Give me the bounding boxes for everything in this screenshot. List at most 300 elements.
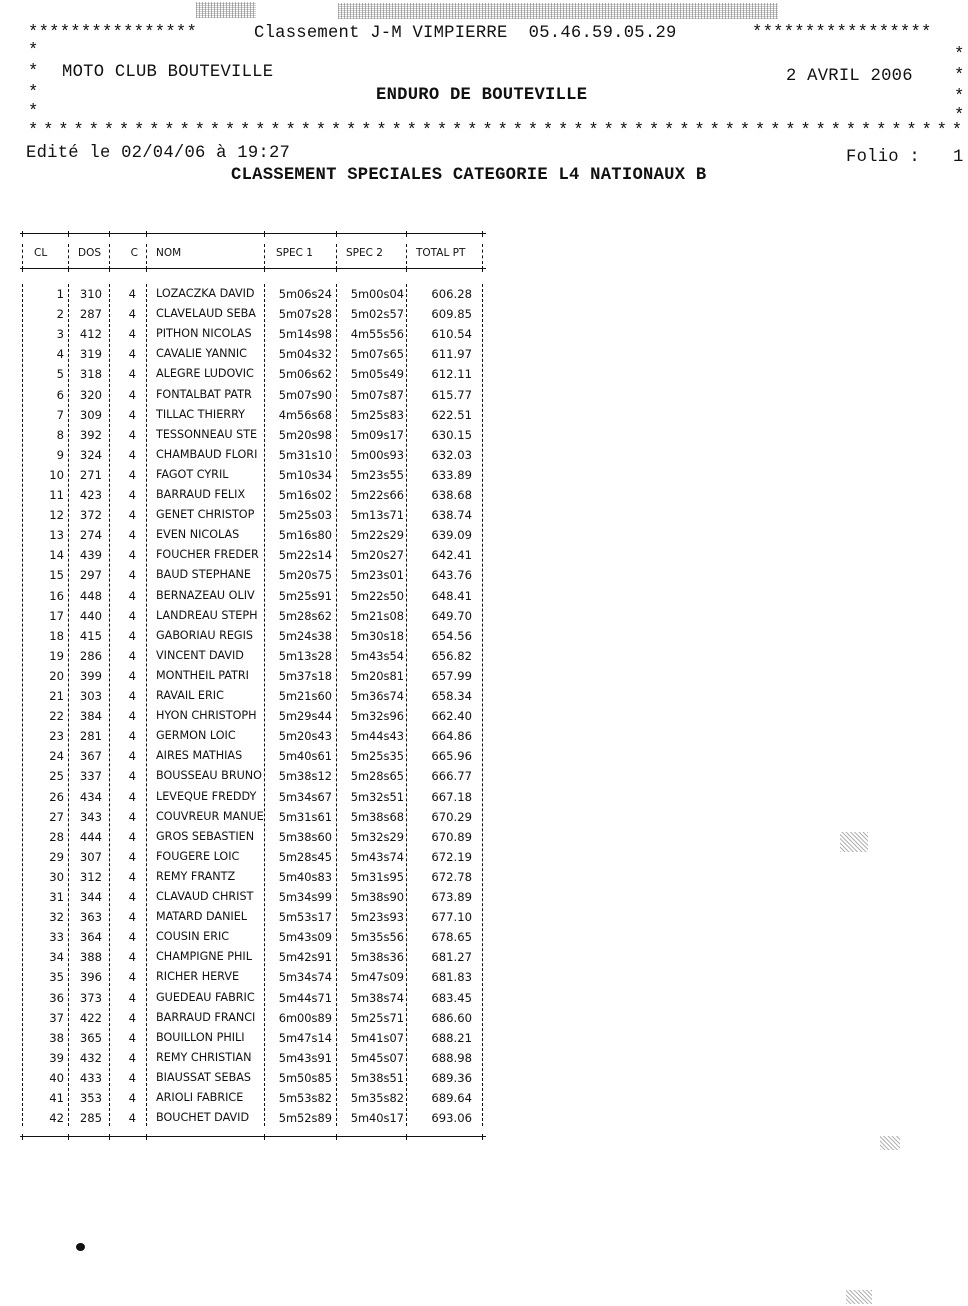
cell-total-points: 609.85 — [431, 307, 472, 322]
cell-bib: 422 — [79, 1010, 102, 1025]
cell-rider-name: TESSONNEAU STE — [156, 427, 258, 441]
cell-spec2-time: 5m23s93 — [350, 910, 404, 925]
cell-total-points: 657.99 — [431, 668, 472, 683]
cell-spec1-time: 5m25s03 — [278, 508, 332, 523]
cell-category: 4 — [128, 407, 136, 422]
cell-category: 4 — [128, 749, 136, 764]
cell-bib: 433 — [79, 1070, 102, 1085]
cell-rider-name: CHAMBAUD FLORI — [156, 447, 258, 461]
table-row — [20, 408, 486, 428]
border-star: * — [28, 63, 39, 82]
cell-bib: 309 — [79, 407, 102, 422]
cell-rider-name: CLAVELAUD SEBA — [156, 307, 256, 321]
table-row — [20, 589, 486, 609]
cell-rank: 28 — [49, 829, 64, 844]
cell-spec1-time: 5m29s44 — [278, 709, 332, 724]
rule-tick — [264, 231, 265, 237]
cell-spec2-time: 5m00s93 — [350, 447, 404, 462]
column-header-spec2-time: SPEC 2 — [346, 247, 383, 259]
table-row — [20, 488, 486, 508]
cell-rider-name: HYON CHRISTOPH — [156, 709, 257, 723]
cell-rank: 36 — [49, 990, 64, 1005]
ink-dot — [76, 1243, 85, 1251]
table-row — [20, 810, 486, 830]
cell-spec2-time: 5m22s66 — [350, 488, 404, 502]
cell-category: 4 — [128, 1070, 136, 1085]
cell-spec1-time: 5m04s32 — [278, 347, 332, 362]
rule-tick — [482, 1134, 483, 1140]
table-row — [20, 991, 486, 1011]
star-line: ************************************************************** — [28, 122, 967, 141]
table-rule — [20, 268, 486, 269]
cell-category: 4 — [128, 367, 136, 382]
table-row — [20, 830, 486, 850]
cell-spec2-time: 5m20s27 — [350, 548, 404, 563]
cell-bib: 392 — [79, 427, 102, 442]
cell-rider-name: FOUGERE LOIC — [156, 849, 240, 863]
cell-bib: 373 — [79, 990, 102, 1005]
border-star: * — [954, 107, 965, 126]
header-separator — [482, 244, 483, 264]
cell-spec2-time: 5m43s74 — [350, 849, 404, 864]
cell-spec1-time: 5m20s98 — [278, 427, 332, 442]
scan-noise — [338, 3, 778, 19]
cell-rider-name: RAVAIL ERIC — [156, 689, 224, 702]
cell-spec1-time: 5m13s28 — [278, 648, 332, 663]
table-row — [20, 528, 486, 548]
cell-rider-name: REMY CHRISTIAN — [156, 1050, 252, 1064]
cell-bib: 337 — [79, 769, 102, 784]
cell-rank: 3 — [56, 327, 64, 342]
cell-rider-name: ARIOLI FABRICE — [156, 1091, 244, 1104]
cell-total-points: 638.68 — [431, 488, 472, 502]
cell-total-points: 615.77 — [431, 387, 472, 402]
table-row — [20, 970, 486, 990]
table-rule — [20, 233, 486, 234]
cell-rank: 7 — [56, 407, 64, 422]
cell-bib: 343 — [79, 809, 102, 824]
table-row — [20, 468, 486, 488]
rule-tick — [22, 1134, 23, 1140]
cell-rank: 19 — [49, 648, 64, 663]
cell-spec2-time: 5m35s56 — [350, 930, 404, 945]
folio-value: 1 — [953, 148, 964, 167]
cell-category: 4 — [128, 970, 136, 985]
cell-category: 4 — [128, 528, 136, 543]
table-row — [20, 428, 486, 448]
cell-rider-name: GENET CHRISTOP — [156, 508, 255, 522]
cell-rider-name: GROS SEBASTIEN — [156, 829, 255, 843]
scan-noise — [196, 2, 256, 18]
cell-category: 4 — [128, 769, 136, 784]
cell-spec2-time: 5m28s65 — [350, 769, 404, 784]
cell-bib: 353 — [79, 1091, 102, 1105]
table-row — [20, 689, 486, 709]
cell-total-points: 633.89 — [431, 467, 472, 482]
table-row — [20, 1011, 486, 1031]
cell-total-points: 638.74 — [431, 508, 472, 523]
column-header-bib: DOS — [78, 247, 102, 259]
rule-tick — [146, 1134, 147, 1140]
table-row — [20, 1091, 486, 1111]
cell-spec1-time: 5m42s91 — [278, 950, 332, 965]
rule-tick — [406, 1134, 407, 1140]
cell-bib: 320 — [79, 387, 102, 402]
cell-category: 4 — [128, 327, 136, 342]
cell-bib: 318 — [79, 367, 102, 382]
cell-total-points: 667.18 — [431, 789, 472, 804]
table-row — [20, 749, 486, 769]
cell-rank: 14 — [49, 548, 64, 563]
cell-rider-name: LANDREAU STEPH — [156, 608, 258, 622]
cell-category: 4 — [128, 287, 136, 301]
cell-spec2-time: 5m32s96 — [350, 709, 404, 724]
rule-tick — [336, 266, 337, 272]
cell-rank: 40 — [49, 1070, 64, 1085]
cell-rank: 29 — [49, 849, 64, 864]
cell-total-points: 654.56 — [431, 628, 472, 643]
cell-bib: 439 — [79, 548, 102, 563]
column-header-rank: CL — [34, 247, 48, 259]
cell-rank: 10 — [49, 467, 64, 482]
cell-category: 4 — [128, 1010, 136, 1025]
scan-speck — [840, 832, 868, 852]
table-row — [20, 769, 486, 789]
border-star: * — [28, 42, 39, 61]
cell-spec1-time: 5m52s89 — [278, 1111, 332, 1126]
cell-category: 4 — [128, 447, 136, 462]
cell-bib: 365 — [79, 1030, 102, 1045]
cell-category: 4 — [128, 347, 136, 362]
cell-rider-name: BOUILLON PHILI — [156, 1030, 245, 1044]
cell-total-points: 672.19 — [431, 849, 472, 864]
cell-total-points: 642.41 — [431, 548, 472, 563]
cell-spec1-time: 5m07s90 — [278, 387, 332, 402]
cell-rank: 42 — [49, 1111, 64, 1126]
header-separator — [406, 244, 407, 264]
table-row — [20, 850, 486, 870]
cell-rider-name: RICHER HERVE — [156, 970, 240, 984]
cell-rider-name: TILLAC THIERRY — [156, 407, 245, 421]
border-star: * — [954, 46, 965, 65]
cell-spec1-time: 5m20s75 — [278, 568, 332, 583]
cell-rider-name: FAGOT CYRIL — [156, 467, 229, 481]
cell-spec1-time: 5m34s99 — [278, 890, 332, 904]
cell-bib: 367 — [79, 749, 102, 764]
cell-category: 4 — [128, 467, 136, 482]
cell-rank: 32 — [49, 910, 64, 925]
cell-rank: 16 — [49, 588, 64, 603]
cell-spec2-time: 5m43s54 — [350, 648, 404, 663]
cell-bib: 303 — [79, 689, 102, 703]
rule-tick — [22, 231, 23, 237]
cell-spec1-time: 5m06s62 — [278, 367, 332, 382]
table-row — [20, 790, 486, 810]
cell-rank: 5 — [56, 367, 64, 382]
rule-tick — [482, 231, 483, 237]
table-row — [20, 729, 486, 749]
cell-rider-name: PITHON NICOLAS — [156, 327, 252, 341]
rule-tick — [68, 266, 69, 272]
cell-category: 4 — [128, 628, 136, 643]
cell-bib: 312 — [79, 869, 102, 884]
table-row — [20, 367, 486, 387]
border-star: * — [28, 84, 39, 103]
cell-rank: 12 — [49, 508, 64, 523]
cell-bib: 372 — [79, 508, 102, 523]
cell-total-points: 630.15 — [431, 427, 472, 442]
cell-total-points: 656.82 — [431, 648, 472, 663]
cell-total-points: 683.45 — [431, 990, 472, 1005]
cell-category: 4 — [128, 1050, 136, 1065]
cell-spec2-time: 5m02s57 — [350, 307, 404, 322]
table-row — [20, 890, 486, 910]
rule-tick — [109, 231, 110, 237]
cell-spec1-time: 5m40s61 — [278, 749, 332, 764]
table-row — [20, 709, 486, 729]
cell-spec2-time: 5m07s65 — [350, 347, 404, 362]
cell-spec1-time: 5m43s09 — [278, 930, 332, 945]
cell-total-points: 693.06 — [431, 1111, 472, 1126]
cell-spec1-time: 6m00s89 — [278, 1010, 332, 1025]
table-row — [20, 629, 486, 649]
table-row — [20, 1111, 486, 1131]
cell-rider-name: BERNAZEAU OLIV — [156, 588, 255, 602]
column-header-total-points: TOTAL PT — [416, 247, 466, 259]
cell-rank: 41 — [49, 1091, 64, 1105]
cell-spec1-time: 5m10s34 — [278, 467, 332, 482]
cell-category: 4 — [128, 608, 136, 623]
border-star: * — [28, 103, 39, 122]
cell-category: 4 — [128, 1030, 136, 1045]
cell-rider-name: LEVEQUE FREDDY — [156, 789, 257, 803]
cell-spec1-time: 5m07s28 — [278, 307, 332, 322]
cell-bib: 440 — [79, 608, 102, 623]
cell-category: 4 — [128, 890, 136, 904]
cell-rider-name: MATARD DANIEL — [156, 910, 248, 924]
cell-rider-name: FOUCHER FREDER — [156, 548, 259, 562]
rule-tick — [68, 1134, 69, 1140]
cell-rank: 39 — [49, 1050, 64, 1065]
cell-rank: 25 — [49, 769, 64, 784]
cell-spec1-time: 5m24s38 — [278, 628, 332, 643]
cell-bib: 319 — [79, 347, 102, 362]
cell-spec1-time: 5m40s83 — [278, 869, 332, 884]
rule-tick — [336, 231, 337, 237]
cell-spec2-time: 5m32s51 — [350, 789, 404, 804]
rule-tick — [109, 266, 110, 272]
cell-rider-name: BOUCHET DAVID — [156, 1111, 250, 1125]
cell-spec1-time: 5m34s74 — [278, 970, 332, 985]
cell-rank: 35 — [49, 970, 64, 985]
event-date: 2 AVRIL 2006 — [786, 67, 913, 86]
cell-bib: 363 — [79, 910, 102, 925]
cell-category: 4 — [128, 508, 136, 523]
cell-spec1-time: 5m14s98 — [278, 327, 332, 342]
cell-spec1-time: 5m20s43 — [278, 729, 332, 744]
cell-bib: 297 — [79, 568, 102, 583]
table-row — [20, 649, 486, 669]
cell-total-points: 622.51 — [431, 407, 472, 422]
header-separator — [109, 244, 110, 264]
cell-total-points: 648.41 — [431, 588, 472, 603]
table-row — [20, 950, 486, 970]
table-row — [20, 609, 486, 629]
rule-tick — [68, 231, 69, 237]
cell-rank: 18 — [49, 628, 64, 643]
cell-category: 4 — [128, 729, 136, 744]
cell-rank: 2 — [56, 307, 64, 322]
table-row — [20, 307, 486, 327]
cell-spec1-time: 5m47s14 — [278, 1030, 332, 1045]
table-row — [20, 930, 486, 950]
cell-category: 4 — [128, 1091, 136, 1105]
banner-right-stars: ***************** — [752, 24, 932, 43]
cell-rider-name: BOUSSEAU BRUNO — [156, 769, 262, 783]
cell-total-points: 606.28 — [431, 287, 472, 301]
cell-total-points: 677.10 — [431, 910, 472, 925]
cell-rank: 37 — [49, 1010, 64, 1025]
column-header-rider-name: NOM — [156, 247, 182, 259]
rule-tick — [146, 231, 147, 237]
cell-total-points: 664.86 — [431, 729, 472, 744]
cell-spec2-time: 5m25s83 — [350, 407, 404, 422]
cell-spec1-time: 5m21s60 — [278, 689, 332, 703]
cell-category: 4 — [128, 809, 136, 824]
cell-category: 4 — [128, 427, 136, 442]
table-row — [20, 910, 486, 930]
cell-rider-name: CLAVAUD CHRIST — [156, 890, 254, 903]
cell-category: 4 — [128, 869, 136, 884]
table-row — [20, 870, 486, 890]
cell-rank: 4 — [56, 347, 64, 362]
cell-spec2-time: 5m38s51 — [350, 1070, 404, 1085]
cell-spec1-time: 5m53s17 — [278, 910, 332, 925]
cell-total-points: 672.78 — [431, 869, 472, 884]
cell-rank: 38 — [49, 1030, 64, 1045]
table-row — [20, 287, 486, 307]
cell-total-points: 666.77 — [431, 769, 472, 784]
cell-total-points: 673.89 — [431, 890, 472, 904]
cell-bib: 448 — [79, 588, 102, 603]
cell-bib: 384 — [79, 709, 102, 724]
cell-rank: 9 — [56, 447, 64, 462]
cell-rider-name: BIAUSSAT SEBAS — [156, 1070, 252, 1084]
header-separator — [264, 244, 265, 264]
cell-spec2-time: 5m36s74 — [350, 689, 404, 703]
cell-bib: 412 — [79, 327, 102, 342]
cell-rank: 24 — [49, 749, 64, 764]
cell-rider-name: EVEN NICOLAS — [156, 528, 240, 542]
cell-spec1-time: 5m50s85 — [278, 1070, 332, 1085]
rule-tick — [146, 266, 147, 272]
cell-rider-name: BARRAUD FRANCI — [156, 1010, 256, 1024]
cell-spec1-time: 5m38s12 — [278, 769, 332, 784]
cell-rider-name: GERMON LOIC — [156, 729, 236, 743]
cell-total-points: 686.60 — [431, 1010, 472, 1025]
cell-bib: 399 — [79, 668, 102, 683]
cell-rank: 20 — [49, 668, 64, 683]
cell-total-points: 611.97 — [431, 347, 472, 362]
cell-rank: 34 — [49, 950, 64, 965]
cell-spec1-time: 5m22s14 — [278, 548, 332, 563]
cell-rider-name: GABORIAU REGIS — [156, 628, 253, 642]
rule-tick — [482, 266, 483, 272]
cell-spec2-time: 4m55s56 — [350, 327, 404, 342]
header-separator — [146, 244, 147, 264]
rule-tick — [406, 231, 407, 237]
cell-rider-name: CHAMPIGNE PHIL — [156, 950, 252, 964]
cell-category: 4 — [128, 789, 136, 804]
cell-spec2-time: 5m38s36 — [350, 950, 404, 965]
cell-spec2-time: 5m23s01 — [350, 568, 404, 583]
cell-rank: 21 — [49, 689, 64, 703]
cell-rank: 6 — [56, 387, 64, 402]
cell-total-points: 610.54 — [431, 327, 472, 342]
cell-rank: 27 — [49, 809, 64, 824]
cell-spec2-time: 5m38s90 — [350, 890, 404, 904]
cell-rank: 8 — [56, 427, 64, 442]
scan-speck — [846, 1290, 872, 1304]
cell-spec1-time: 5m16s80 — [278, 528, 332, 543]
cell-rider-name: GUEDEAU FABRIC — [156, 990, 255, 1004]
table-row — [20, 448, 486, 468]
border-star: * — [954, 67, 965, 86]
cell-spec1-time: 5m44s71 — [278, 990, 332, 1005]
cell-bib: 344 — [79, 890, 102, 904]
cell-category: 4 — [128, 588, 136, 603]
cell-total-points: 639.09 — [431, 528, 472, 543]
header-separator — [68, 244, 69, 264]
event-title: ENDURO DE BOUTEVILLE — [376, 86, 588, 105]
cell-spec2-time: 5m30s18 — [350, 628, 404, 643]
cell-spec2-time: 5m38s74 — [350, 990, 404, 1005]
cell-category: 4 — [128, 950, 136, 965]
cell-spec2-time: 5m13s71 — [350, 508, 404, 523]
cell-rider-name: AIRES MATHIAS — [156, 749, 243, 763]
cell-category: 4 — [128, 930, 136, 945]
cell-category: 4 — [128, 307, 136, 322]
cell-total-points: 665.96 — [431, 749, 472, 764]
cell-rider-name: ALEGRE LUDOVIC — [156, 367, 254, 381]
cell-spec1-time: 5m28s45 — [278, 849, 332, 864]
cell-spec2-time: 5m25s35 — [350, 749, 404, 764]
cell-category: 4 — [128, 488, 136, 502]
cell-total-points: 681.27 — [431, 950, 472, 965]
cell-total-points: 670.29 — [431, 809, 472, 824]
rule-tick — [406, 266, 407, 272]
rule-tick — [264, 266, 265, 272]
cell-rider-name: COUVREUR MANUE — [156, 809, 264, 823]
cell-spec1-time: 5m34s67 — [278, 789, 332, 804]
cell-spec1-time: 5m31s61 — [278, 809, 332, 824]
cell-rank: 17 — [49, 608, 64, 623]
header-separator — [22, 244, 23, 264]
cell-bib: 281 — [79, 729, 102, 744]
cell-category: 4 — [128, 548, 136, 563]
cell-bib: 415 — [79, 628, 102, 643]
cell-spec2-time: 5m47s09 — [350, 970, 404, 985]
cell-category: 4 — [128, 648, 136, 663]
rule-tick — [336, 1134, 337, 1140]
cell-rank: 33 — [49, 930, 64, 945]
cell-category: 4 — [128, 1111, 136, 1126]
cell-total-points: 632.03 — [431, 447, 472, 462]
cell-category: 4 — [128, 668, 136, 683]
banner-title: Classement J-M VIMPIERRE 05.46.59.05.29 — [254, 24, 677, 43]
cell-rank: 23 — [49, 729, 64, 744]
cell-bib: 444 — [79, 829, 102, 844]
